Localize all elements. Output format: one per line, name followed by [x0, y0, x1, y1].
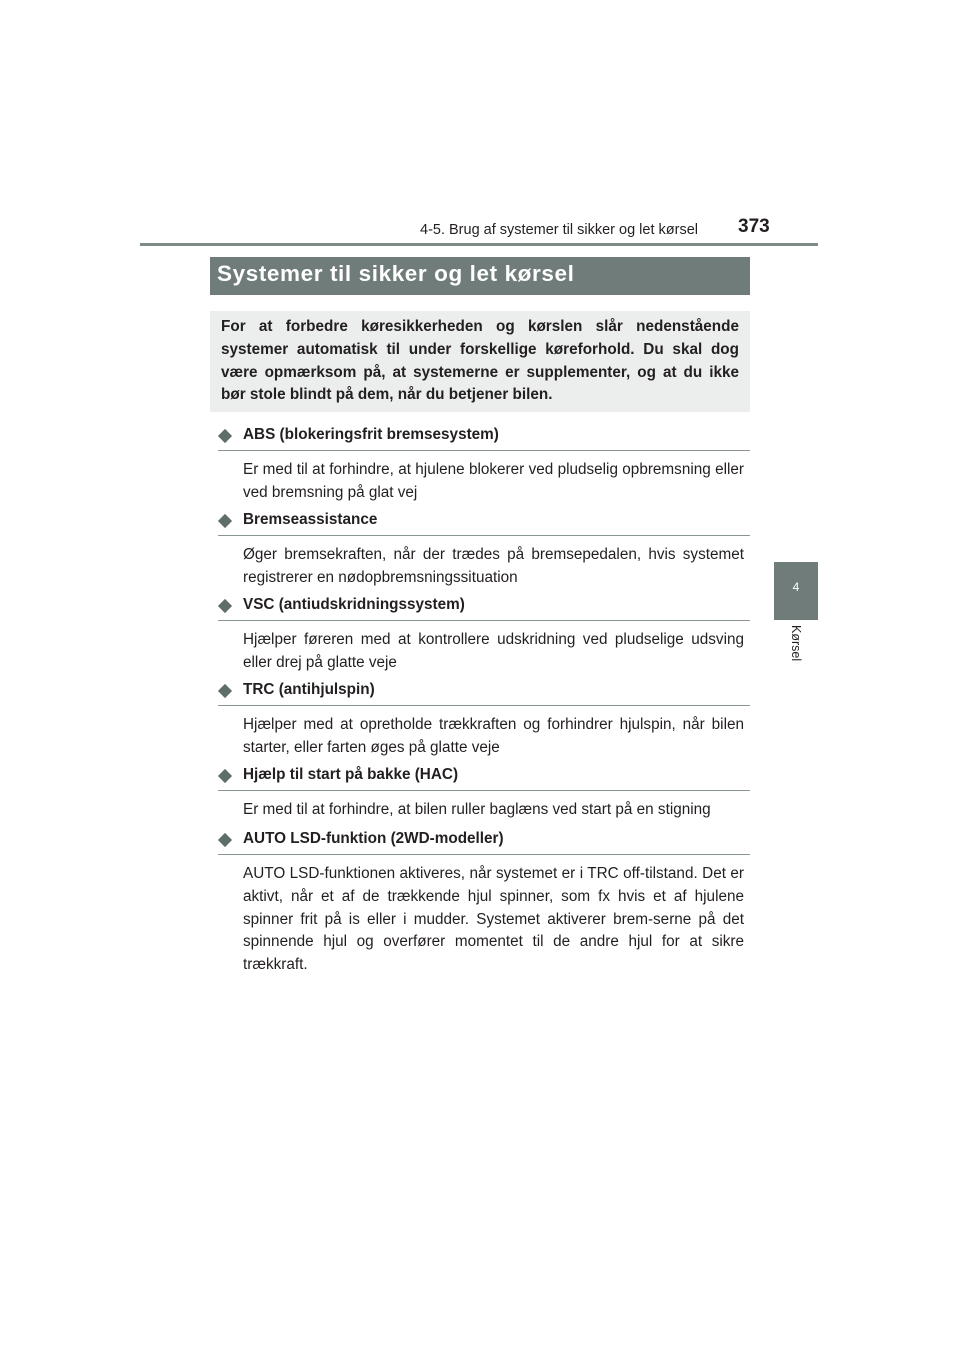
section-body: AUTO LSD-funktionen aktiveres, når systemet er i TRC off-tilstand. Det er aktivt, når et af de trækkende hjul spinner, som fx hvis et af hjulene spinner frit på is eller i mudder. Systemet aktiverer brem-serne på det spinnende hjul og overfører momentet til de andre hjul for at sikre trækkraft. — [243, 865, 744, 974]
chapter-tab — [774, 562, 818, 620]
section-body: Hjælper med at opretholde trækkraften og forhindrer hjulspin, når bilen starter, eller farten øges på glatte veje — [243, 716, 744, 756]
diamond-bullet-icon — [218, 514, 232, 528]
section-heading — [218, 830, 750, 855]
chapter-number: 4 — [792, 580, 800, 594]
header-rule — [140, 243, 818, 246]
diamond-bullet-icon — [218, 769, 232, 783]
diamond-bullet-icon — [218, 599, 232, 613]
diamond-bullet-icon — [218, 429, 232, 443]
section-body: Hjælper føreren med at kontrollere udskridning ved pludselige udsving eller drej på glatte veje — [243, 631, 744, 671]
page-number: 373 — [738, 216, 770, 237]
page-title: Systemer til sikker og let kørsel — [217, 261, 575, 286]
section-brake-assist — [218, 511, 750, 590]
section-heading — [218, 766, 750, 791]
chapter-label: Kørsel — [789, 625, 803, 662]
section-title: Bremseassistance — [243, 511, 378, 528]
section-heading — [218, 596, 750, 621]
diamond-bullet-icon — [218, 684, 232, 698]
section-trc — [218, 681, 750, 760]
section-title: VSC (antiudskridningssystem) — [243, 596, 465, 613]
chapter-label-container — [788, 625, 804, 675]
section-auto-lsd — [218, 830, 750, 977]
section-title: AUTO LSD-funktion (2WD-modeller) — [243, 830, 504, 847]
page-title-bar — [210, 257, 750, 295]
section-body: Er med til at forhindre, at hjulene blokerer ved pludselig opbremsning eller ved bremsning på glat vej — [243, 461, 744, 501]
section-vsc — [218, 596, 750, 675]
diamond-bullet-icon — [218, 833, 232, 847]
section-heading — [218, 681, 750, 706]
section-hac — [218, 766, 750, 822]
section-abs — [218, 426, 750, 505]
section-heading — [218, 426, 750, 451]
section-body: Er med til at forhindre, at bilen ruller baglæns ved start på en stigning — [243, 801, 711, 818]
section-title: ABS (blokeringsfrit bremsesystem) — [243, 426, 499, 443]
section-body: Øger bremsekraften, når der trædes på bremsepedalen, hvis systemet registrerer en nødopbremsningssituation — [243, 546, 744, 586]
section-heading — [218, 511, 750, 536]
section-reference: 4-5. Brug af systemer til sikker og let kørsel — [420, 222, 698, 238]
intro-text: For at forbedre køresikkerheden og kørslen slår nedenstående systemer automatisk til under forskellige køreforhold. Du skal dog være opmærksom på, at systemerne er supplementer, og at du ikke bør stole blindt på dem, når du betjener bilen. — [221, 318, 739, 404]
intro-box — [210, 311, 750, 412]
section-title: Hjælp til start på bakke (HAC) — [243, 766, 459, 783]
section-title: TRC (antihjulspin) — [243, 681, 375, 698]
